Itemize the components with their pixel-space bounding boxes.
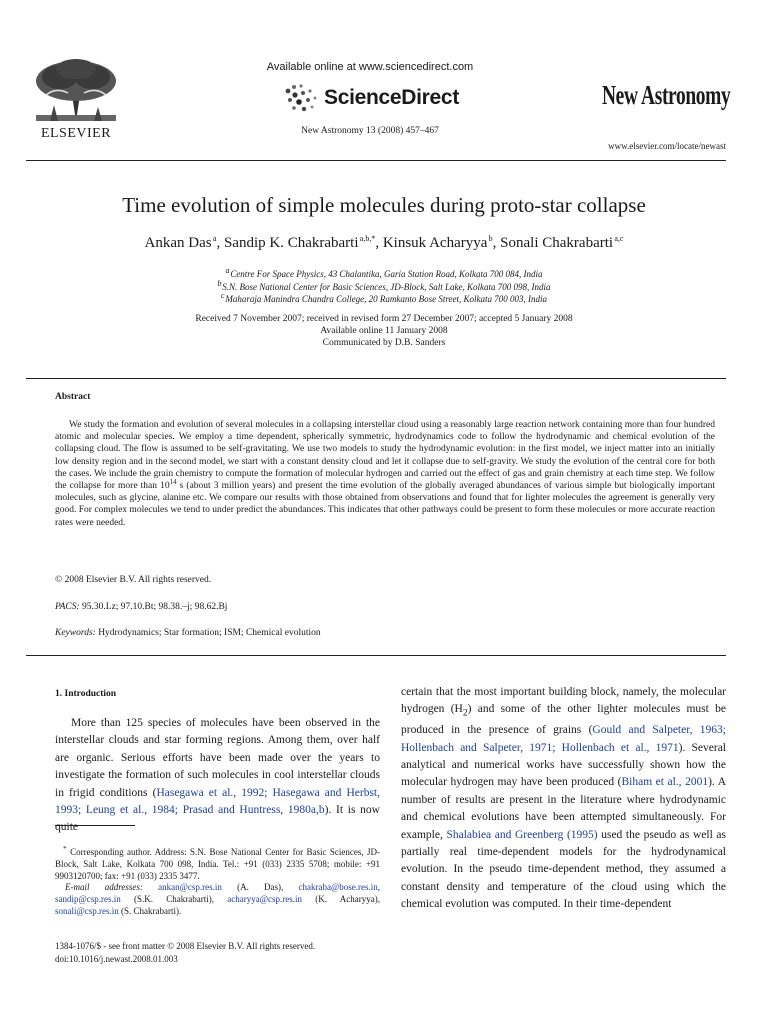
footnote-text: Corresponding author. Address: S.N. Bose National Center for Basic Sciences, JD-Block, Salt Lake, Kolkata 700 098, India. Tel.: +91 (033) 2335 5708; mobile: +91 9903120700; fax: +91 (033) 2335 3477.	[55, 847, 380, 881]
email-label: E-mail addresses:	[65, 882, 143, 892]
author-affil-mark: b	[488, 234, 493, 243]
abstract-bottom-divider	[26, 655, 726, 656]
received-dates: Received 7 November 2007; received in revised form 27 December 2007; accepted 5 January 2008	[195, 314, 573, 324]
affiliation	[26, 266, 742, 279]
abstract-heading: Abstract	[55, 392, 91, 402]
intro-text: ). Several analytical and numerical works have successfully shown how the molecular hydrogen may have been produced (	[401, 741, 726, 789]
issn-line: 1384-1076/$ - see front matter © 2008 Elsevier B.V. All rights reserved.	[55, 941, 316, 951]
author-affil-mark: a,b,*	[359, 234, 376, 243]
email-link[interactable]: sonali@csp.res.in	[55, 906, 119, 916]
abstract-text	[55, 419, 715, 529]
corresponding-author-footnote	[55, 843, 380, 882]
section-heading: 1. Introduction	[55, 689, 117, 699]
author-name: Kinsuk Acharyya	[382, 235, 488, 251]
abstract-top-divider	[26, 378, 726, 379]
sciencedirect-logo[interactable]	[282, 82, 459, 114]
citation-link[interactable]: Gould and Salpeter, 1963; Hollenbach and Salpeter, 1971; Hollenbach et al., 1971	[401, 724, 726, 754]
affiliation-text: Maharaja Manindra Chandra College, 20 Ramkanto Bose Street, Kolkata 700 003, India	[225, 294, 547, 304]
affiliation-mark: c	[221, 291, 225, 300]
intro-text: ). It is now quite	[55, 804, 380, 834]
author-affil-mark: a	[212, 234, 217, 243]
email-owner: (S. Chakrabarti).	[118, 906, 182, 916]
keywords-line	[55, 628, 321, 638]
author-list: Ankan Das $^a$, Sandip K. Chakrabarti $^{a,b,*}$, Kinsuk Acharyya $^b$, Sonali Chakrabarti $^{a,c}$	[144, 234, 624, 251]
affiliation	[26, 291, 742, 304]
header-divider	[26, 160, 726, 161]
email-link[interactable]: sandip@csp.res.in	[55, 894, 121, 904]
intro-text: More than 125 species of molecules have been observed in the interstellar clouds and star forming regions. Among them, over half are organic. Serious efforts have been made over the years to investigate the formation of such molecules in cool interstellar clouds in frigid conditions (	[55, 717, 380, 799]
intro-text: certain that the most important building block, namely, the molecular hydrogen (H	[401, 686, 726, 716]
pacs-value: 95.30.Lz; 97.10.Bt; 98.38.–j; 98.62.Bj	[82, 602, 228, 612]
sciencedirect-dots-icon	[282, 83, 320, 113]
intro-paragraph-left	[55, 715, 380, 837]
author-name: Ankan Das	[144, 235, 212, 251]
abstract-text-part: We study the formation and evolution of several molecules in a collapsing interstellar cloud using a reasonably large reaction network containing more than four hundred atomic and molecular species. We employ a time dependent, spherically symmetric, hydrodynamics code to follow the hydrodynamic and chemical evolution of the collapsing cloud. The flow is assumed to be self-gravitating. We use two models to study the hydrodynamic evolution: in the first model, we inject matter into an initially low density region and in the second model, we start with a constant density cloud and let it collapse due to self-gravity. We study the evolution of the central core for both the cases. We include the grain chemistry to compute the formation of molecular hydrogen and carried out the effect of gas and grain chemistry at each time step. We follow the collapse for more than 10	[55, 420, 715, 492]
email-owner: (K. Acharyya),	[302, 894, 381, 904]
affiliation-text: Centre For Space Physics, 43 Chalantika, Garia Station Road, Kolkata 700 084, India	[230, 269, 543, 279]
doi-line[interactable]: doi:10.1016/j.newast.2008.01.003	[55, 953, 178, 964]
front-matter-info	[55, 940, 315, 965]
email-link[interactable]: ankan@csp.res.in	[158, 882, 222, 892]
intro-text: ). A number of results are present in the literature where hydrodynamic and chemical evolutions have been attempted simultaneously. For example,	[401, 776, 727, 841]
subscript: 2	[462, 707, 468, 719]
affiliation-mark: b	[217, 279, 222, 288]
intro-text: used the pseudo as well as partially real time-dependent models for the hydrodynamical evolution. In the pseudo time-dependent method, they assumed a constant density and temperature of the cloud using which the chemical evolution was computed. In their time-dependent	[401, 828, 726, 911]
author-affil-mark: a,c	[614, 234, 624, 243]
email-owner: (S.K. Chakrabarti),	[120, 894, 228, 904]
footnote-divider	[55, 825, 135, 826]
citation-link[interactable]: Hasegawa et al., 1992; Hasegawa and Herbst, 1993; Leung et al., 1984; Prasad and Huntress, 1980a,b	[55, 786, 380, 817]
footnote-mark: *	[63, 844, 67, 853]
affiliation-mark: a	[225, 266, 230, 275]
intro-paragraph-right	[401, 684, 726, 914]
journal-title-logo: New Astronomy	[602, 80, 731, 110]
abstract-text-part: s (about 3 million years) and present the time evolution of the globally averaged abundances of various simple but biologically important molecules, such as glycine, alanine etc. We compare our results with those obtained from observations and found that for lighter molecules the agreement is generally very good. For complex molecules we tend to under predict the abundances. This indicates that other pathways could be present to form these molecules or more accurate reaction rates were needed.	[55, 481, 716, 528]
journal-reference: New Astronomy 13 (2008) 457–467	[301, 126, 439, 136]
pacs-label: PACS:	[55, 602, 80, 612]
author-name: Sonali Chakrabarti	[500, 235, 614, 251]
online-date: Available online 11 January 2008	[320, 326, 448, 336]
pacs-line	[55, 602, 227, 612]
email-owner: ,	[377, 882, 380, 892]
abstract-exponent: 14	[169, 477, 177, 486]
communicated-by: Communicated by D.B. Sanders	[322, 338, 446, 348]
citation-link[interactable]: Shalabiea and Greenberg (1995)	[446, 828, 598, 841]
email-footnote	[55, 881, 380, 917]
email-owner: (A. Das),	[221, 882, 299, 892]
citation-link[interactable]: Biham et al., 2001	[621, 776, 709, 789]
affiliation-text: S.N. Bose National Center for Basic Sciences, JD-Block, Salt Lake, Kolkata 700 098, India	[222, 282, 551, 292]
keywords-value: Hydrodynamics; Star formation; ISM; Chemical evolution	[98, 628, 321, 638]
email-link[interactable]: acharyya@csp.res.in	[227, 894, 303, 904]
author-name: Sandip K. Chakrabarti	[223, 235, 359, 251]
email-link[interactable]: chakraba@bose.res.in	[298, 882, 378, 892]
intro-text: ) and some of the other lighter molecules must be produced in the presence of grains (	[401, 703, 726, 737]
article-title: Time evolution of simple molecules during proto-star collapse	[122, 193, 646, 217]
sciencedirect-name: ScienceDirect	[324, 86, 460, 109]
publisher-name: ELSEVIER	[40, 126, 112, 141]
keywords-label: Keywords:	[55, 628, 96, 638]
journal-url-link[interactable]: www.elsevier.com/locate/newast	[608, 141, 726, 151]
abstract-copyright: © 2008 Elsevier B.V. All rights reserved.	[55, 575, 212, 585]
available-online-text[interactable]: Available online at www.sciencedirect.com	[266, 61, 474, 73]
